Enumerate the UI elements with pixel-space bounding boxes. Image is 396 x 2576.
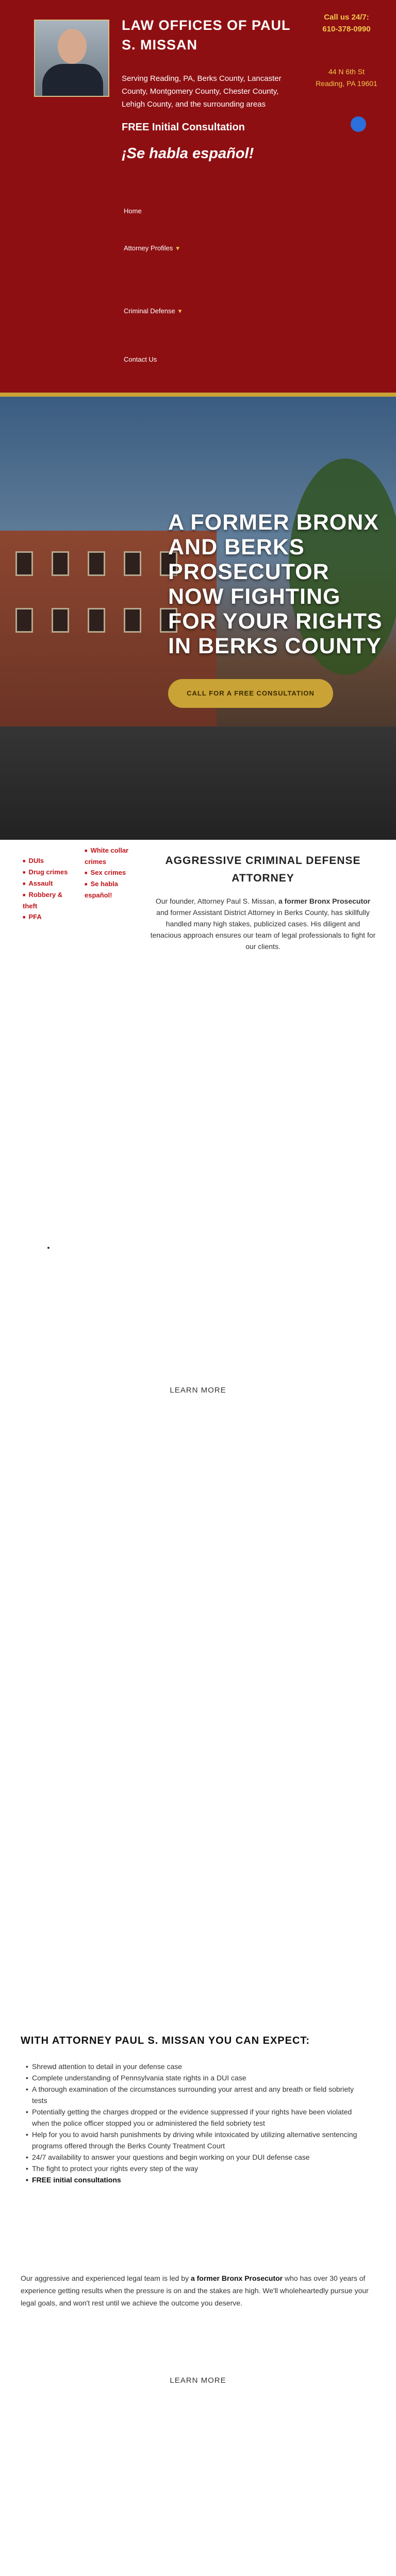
practice-areas-list-1 [23, 855, 76, 923]
practice-area-item[interactable]: ■ PFA [23, 911, 76, 923]
nav-attorney-profiles-label: Attorney Profiles [124, 244, 173, 252]
address-block[interactable] [316, 66, 377, 90]
practice-area-item[interactable]: ■ Assault [23, 878, 76, 889]
expect-paragraph [21, 2272, 376, 2309]
free-consultation: FREE Initial Consultation [122, 122, 245, 133]
call-us-label: Call us 24/7: [324, 13, 369, 22]
se-habla-espanol: ¡Se habla español! [122, 145, 254, 162]
nav-criminal-defense-label: Criminal Defense [124, 307, 175, 315]
practice-areas-list-2 [85, 845, 141, 901]
nav-home[interactable] [124, 207, 142, 215]
accessibility-icon[interactable] [351, 116, 366, 132]
nav-contact-us[interactable] [124, 355, 157, 363]
hero-banner [0, 397, 396, 840]
learn-more-link[interactable]: LEARN MORE [170, 2376, 226, 2385]
hero-title: A FORMER BRONX AND BERKS PROSECUTOR NOW FIGHTING FOR YOUR RIGHTS IN BERKS COUNTY [168, 510, 383, 658]
decorative-dot [47, 1247, 50, 1249]
site-header [0, 0, 396, 397]
expect-item-free: • FREE initial consultations [26, 2174, 366, 2185]
practice-area-item[interactable]: ■ White collar crimes [85, 845, 141, 867]
photo-head [58, 29, 87, 64]
expect-item: • Shrewd attention to detail in your defense case [26, 2061, 366, 2072]
chevron-down-icon: ▾ [176, 244, 179, 252]
nav-home-label: Home [124, 207, 142, 215]
agg-body-pre: Our founder, Attorney Paul S. Missan, [155, 897, 278, 905]
header-phone[interactable]: 610-378-0990 [322, 25, 371, 33]
aggressive-defense-title: AGGRESSIVE CRIMINAL DEFENSE ATTORNEY [165, 855, 361, 884]
serving-areas: Serving Reading, PA, Berks County, Lancaster County, Montgomery County, Chester County, Lehigh County, and the surrounding areas [122, 74, 282, 109]
practice-area-item[interactable]: ■ DUIs [23, 855, 76, 867]
free-consultation-button[interactable]: CALL FOR A FREE CONSULTATION [168, 679, 333, 708]
firm-name[interactable]: LAW OFFICES OF PAUL S. MISSAN [122, 18, 290, 53]
expect-item: • A thorough examination of the circumstances surrounding your arrest and any breath or field sobriety tests [26, 2083, 366, 2106]
expect-item: • 24/7 availability to answer your questions and begin working on your DUI defense case [26, 2151, 366, 2163]
practice-area-item[interactable]: ■ Sex crimes [85, 867, 141, 878]
photo-body [42, 64, 103, 97]
expect-list [26, 2061, 366, 2185]
agg-body-bold: a former Bronx Prosecutor [278, 897, 371, 905]
expect-item: • Complete understanding of Pennsylvania state rights in a DUI case [26, 2072, 366, 2083]
chevron-down-icon: ▾ [178, 307, 182, 315]
address-line-1: 44 N 6th St [328, 67, 365, 76]
practice-area-item[interactable]: ■ Drug crimes [23, 867, 76, 878]
agg-body-rest: and former Assistant District Attorney in Berks County, has skillfully handled many high stakes, publicized cases. His diligent and tenacious approach ensures our team of legal professionals to fight for our clients. [150, 908, 376, 951]
nav-contact-us-label: Contact Us [124, 355, 157, 363]
address-line-2: Reading, PA 19601 [316, 79, 377, 88]
exp-para-pre: Our aggressive and experienced legal team is led by [21, 2274, 191, 2282]
call-block [316, 11, 377, 35]
expect-item: • Help for you to avoid harsh punishments by driving while intoxicated by utilizing alternative sentencing programs offered through the Berks County Treatment Court [26, 2129, 366, 2151]
learn-more-link[interactable]: LEARN MORE [170, 1386, 226, 1395]
exp-para-bold: a former Bronx Prosecutor [190, 2274, 283, 2282]
aggressive-defense-body [150, 895, 376, 952]
attorney-photo [34, 20, 109, 97]
practice-area-item[interactable]: ■ Se habla español! [85, 878, 141, 901]
nav-attorney-profiles[interactable] [124, 244, 179, 252]
exp-para-post: who has over 30 years of experience getting results when the pressure is on and the stakes are high. We'll wholeheartedly pursue your legal goals, and won't rest until we achieve the outcome you deserve. [21, 2274, 369, 2307]
expect-item: • The fight to protect your rights every step of the way [26, 2163, 366, 2174]
practice-area-item[interactable]: ■ Robbery & theft [23, 889, 76, 911]
expect-title: WITH ATTORNEY PAUL S. MISSAN YOU CAN EXPECT: [21, 2035, 310, 2046]
nav-criminal-defense[interactable] [124, 307, 182, 315]
header-divider [0, 393, 396, 397]
expect-item: • Potentially getting the charges dropped or the evidence suppressed if your rights have been violated when the police officer stopped you or administered the field sobriety test [26, 2106, 366, 2129]
